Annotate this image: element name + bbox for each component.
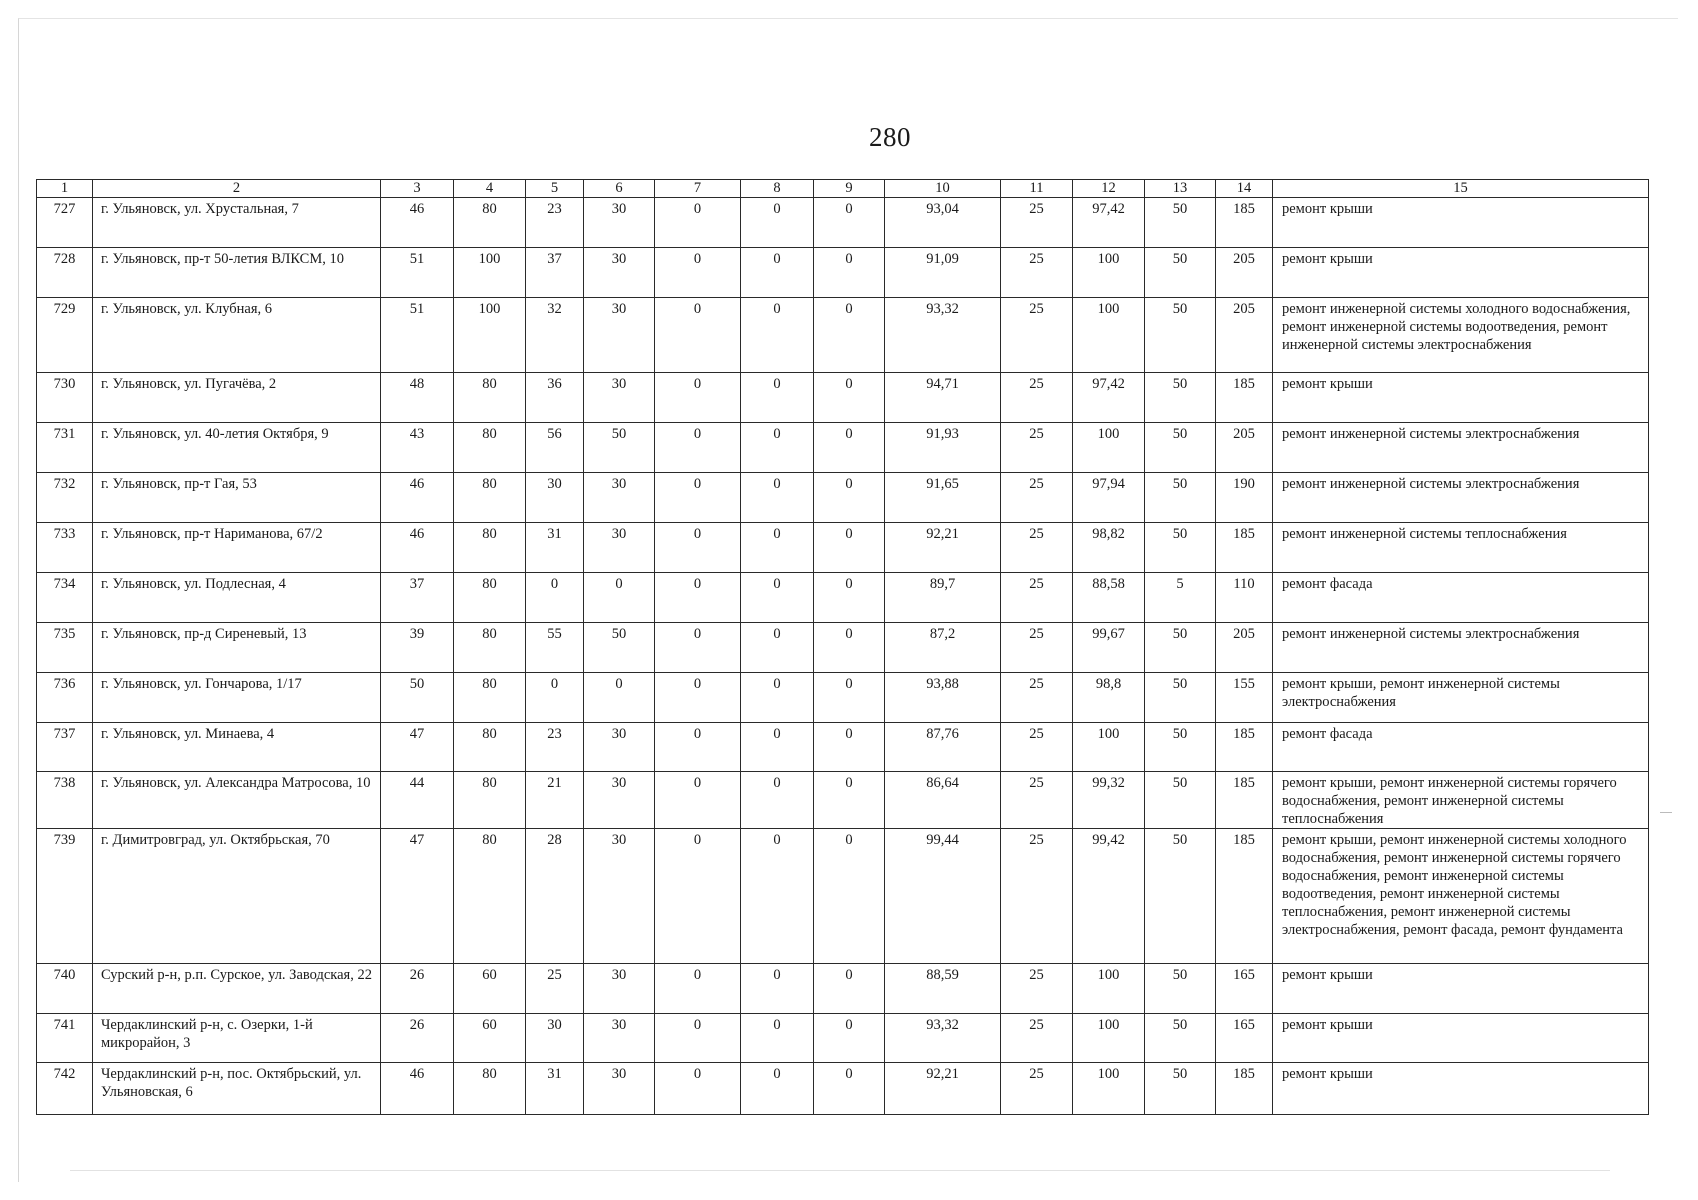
address-cell: г. Ульяновск, ул. Пугачёва, 2 (93, 373, 381, 423)
table-row (37, 1014, 1649, 1063)
value-cell: 0 (814, 772, 885, 829)
value-cell: 0 (814, 423, 885, 473)
table-row (37, 523, 1649, 573)
column-header: 15 (1273, 180, 1649, 198)
value-cell: 0 (655, 623, 741, 673)
value-cell: 97,42 (1073, 373, 1145, 423)
value-cell: 25 (1001, 829, 1073, 964)
value-cell: 0 (655, 772, 741, 829)
value-cell: 97,42 (1073, 198, 1145, 248)
address-cell: г. Димитровград, ул. Октябрьская, 70 (93, 829, 381, 964)
value-cell: 0 (814, 248, 885, 298)
value-cell: 88,58 (1073, 573, 1145, 623)
value-cell: 0 (741, 423, 814, 473)
value-cell: 91,09 (885, 248, 1001, 298)
address-cell: г. Ульяновск, пр-т Гая, 53 (93, 473, 381, 523)
column-header: 13 (1145, 180, 1216, 198)
value-cell: 0 (814, 473, 885, 523)
value-cell: 100 (1073, 298, 1145, 373)
value-cell: 30 (584, 248, 655, 298)
value-cell: 50 (1145, 298, 1216, 373)
scan-artifact-line (70, 1170, 1610, 1171)
value-cell: 25 (1001, 772, 1073, 829)
value-cell: 0 (584, 673, 655, 723)
value-cell: 30 (584, 772, 655, 829)
value-cell: 51 (381, 298, 454, 373)
value-cell: 80 (454, 772, 526, 829)
value-cell: 0 (814, 673, 885, 723)
data-table-container (36, 179, 1648, 1115)
value-cell: 0 (655, 523, 741, 573)
value-cell: 25 (1001, 964, 1073, 1014)
value-cell: 99,42 (1073, 829, 1145, 964)
address-cell: г. Ульяновск, ул. Клубная, 6 (93, 298, 381, 373)
total-cell: 185 (1216, 1063, 1273, 1115)
value-cell: 30 (584, 523, 655, 573)
value-cell: 46 (381, 1063, 454, 1115)
address-cell: г. Ульяновск, ул. Хрустальная, 7 (93, 198, 381, 248)
value-cell: 0 (741, 373, 814, 423)
value-cell: 30 (584, 473, 655, 523)
value-cell: 0 (814, 829, 885, 964)
value-cell: 92,21 (885, 523, 1001, 573)
address-cell: г. Ульяновск, ул. 40-летия Октября, 9 (93, 423, 381, 473)
value-cell: 47 (381, 723, 454, 772)
value-cell: 31 (526, 523, 584, 573)
value-cell: 0 (814, 573, 885, 623)
column-header: 10 (885, 180, 1001, 198)
value-cell: 25 (1001, 523, 1073, 573)
page-number: 280 (869, 122, 911, 152)
column-header: 4 (454, 180, 526, 198)
work-description-cell: ремонт крыши (1273, 198, 1649, 248)
value-cell: 0 (584, 573, 655, 623)
row-number-cell: 735 (37, 623, 93, 673)
table-row (37, 298, 1649, 373)
work-description-cell: ремонт инженерной системы электроснабжения (1273, 473, 1649, 523)
value-cell: 0 (741, 964, 814, 1014)
table-row (37, 723, 1649, 772)
total-cell: 185 (1216, 198, 1273, 248)
column-header: 5 (526, 180, 584, 198)
value-cell: 25 (1001, 573, 1073, 623)
address-cell: г. Ульяновск, ул. Александра Матросова, 10 (93, 772, 381, 829)
value-cell: 94,71 (885, 373, 1001, 423)
work-description-cell: ремонт инженерной системы электроснабжения (1273, 623, 1649, 673)
table-row (37, 772, 1649, 829)
work-description-cell: ремонт крыши, ремонт инженерной системы горячего водоснабжения, ремонт инженерной системы теплоснабжения (1273, 772, 1649, 829)
value-cell: 0 (741, 248, 814, 298)
value-cell: 50 (1145, 723, 1216, 772)
value-cell: 0 (655, 423, 741, 473)
total-cell: 185 (1216, 523, 1273, 573)
table-row (37, 673, 1649, 723)
value-cell: 5 (1145, 573, 1216, 623)
table-row (37, 198, 1649, 248)
value-cell: 80 (454, 829, 526, 964)
value-cell: 50 (1145, 198, 1216, 248)
value-cell: 0 (655, 473, 741, 523)
address-cell: г. Ульяновск, ул. Подлесная, 4 (93, 573, 381, 623)
value-cell: 36 (526, 373, 584, 423)
work-description-cell: ремонт крыши (1273, 373, 1649, 423)
value-cell: 50 (1145, 623, 1216, 673)
work-description-cell: ремонт инженерной системы холодного водоснабжения, ремонт инженерной системы водоотведения, ремонт инженерной системы электроснабжения (1273, 298, 1649, 373)
value-cell: 0 (741, 1063, 814, 1115)
address-cell: г. Ульяновск, ул. Гончарова, 1/17 (93, 673, 381, 723)
work-description-cell: ремонт крыши (1273, 248, 1649, 298)
value-cell: 80 (454, 623, 526, 673)
value-cell: 0 (741, 573, 814, 623)
value-cell: 25 (1001, 198, 1073, 248)
value-cell: 0 (655, 723, 741, 772)
value-cell: 25 (1001, 373, 1073, 423)
value-cell: 39 (381, 623, 454, 673)
value-cell: 30 (584, 198, 655, 248)
value-cell: 50 (1145, 1063, 1216, 1115)
total-cell: 205 (1216, 298, 1273, 373)
total-cell: 190 (1216, 473, 1273, 523)
value-cell: 23 (526, 198, 584, 248)
address-cell: Сурский р-н, р.п. Сурское, ул. Заводская, 22 (93, 964, 381, 1014)
value-cell: 87,2 (885, 623, 1001, 673)
value-cell: 100 (454, 248, 526, 298)
value-cell: 80 (454, 723, 526, 772)
value-cell: 0 (741, 198, 814, 248)
value-cell: 0 (655, 248, 741, 298)
row-number-cell: 732 (37, 473, 93, 523)
value-cell: 0 (526, 673, 584, 723)
value-cell: 80 (454, 423, 526, 473)
total-cell: 205 (1216, 423, 1273, 473)
value-cell: 0 (814, 298, 885, 373)
value-cell: 30 (584, 1063, 655, 1115)
value-cell: 30 (584, 1014, 655, 1063)
value-cell: 93,88 (885, 673, 1001, 723)
total-cell: 185 (1216, 829, 1273, 964)
total-cell: 165 (1216, 1014, 1273, 1063)
value-cell: 98,82 (1073, 523, 1145, 573)
value-cell: 86,64 (885, 772, 1001, 829)
column-header: 8 (741, 180, 814, 198)
column-header: 6 (584, 180, 655, 198)
value-cell: 26 (381, 1014, 454, 1063)
value-cell: 50 (1145, 1014, 1216, 1063)
value-cell: 100 (1073, 1063, 1145, 1115)
row-number-cell: 736 (37, 673, 93, 723)
column-header: 11 (1001, 180, 1073, 198)
column-header: 9 (814, 180, 885, 198)
value-cell: 0 (655, 1014, 741, 1063)
value-cell: 25 (1001, 473, 1073, 523)
value-cell: 30 (584, 829, 655, 964)
value-cell: 0 (655, 964, 741, 1014)
total-cell: 205 (1216, 248, 1273, 298)
value-cell: 100 (1073, 1014, 1145, 1063)
table-body (37, 198, 1649, 1115)
value-cell: 50 (1145, 673, 1216, 723)
total-cell: 205 (1216, 623, 1273, 673)
value-cell: 37 (381, 573, 454, 623)
scan-artifact-mark (1660, 812, 1672, 813)
address-cell: г. Ульяновск, пр-д Сиреневый, 13 (93, 623, 381, 673)
value-cell: 50 (1145, 473, 1216, 523)
work-description-cell: ремонт крыши, ремонт инженерной системы электроснабжения (1273, 673, 1649, 723)
value-cell: 30 (584, 298, 655, 373)
value-cell: 25 (1001, 673, 1073, 723)
value-cell: 60 (454, 964, 526, 1014)
value-cell: 99,44 (885, 829, 1001, 964)
value-cell: 50 (1145, 964, 1216, 1014)
value-cell: 0 (655, 373, 741, 423)
value-cell: 88,59 (885, 964, 1001, 1014)
row-number-cell: 738 (37, 772, 93, 829)
value-cell: 93,32 (885, 1014, 1001, 1063)
value-cell: 80 (454, 1063, 526, 1115)
column-header: 1 (37, 180, 93, 198)
value-cell: 100 (1073, 423, 1145, 473)
value-cell: 0 (741, 1014, 814, 1063)
total-cell: 110 (1216, 573, 1273, 623)
value-cell: 56 (526, 423, 584, 473)
value-cell: 100 (454, 298, 526, 373)
value-cell: 0 (741, 298, 814, 373)
value-cell: 0 (814, 198, 885, 248)
value-cell: 46 (381, 198, 454, 248)
table-row (37, 964, 1649, 1014)
work-description-cell: ремонт инженерной системы электроснабжения (1273, 423, 1649, 473)
value-cell: 21 (526, 772, 584, 829)
value-cell: 47 (381, 829, 454, 964)
total-cell: 185 (1216, 772, 1273, 829)
value-cell: 50 (1145, 772, 1216, 829)
value-cell: 80 (454, 573, 526, 623)
value-cell: 32 (526, 298, 584, 373)
row-number-cell: 730 (37, 373, 93, 423)
value-cell: 0 (655, 829, 741, 964)
value-cell: 50 (1145, 373, 1216, 423)
column-header: 14 (1216, 180, 1273, 198)
total-cell: 165 (1216, 964, 1273, 1014)
value-cell: 93,32 (885, 298, 1001, 373)
value-cell: 50 (584, 623, 655, 673)
value-cell: 50 (1145, 829, 1216, 964)
value-cell: 80 (454, 373, 526, 423)
value-cell: 46 (381, 473, 454, 523)
value-cell: 0 (741, 473, 814, 523)
data-table (36, 179, 1649, 1115)
value-cell: 100 (1073, 964, 1145, 1014)
work-description-cell: ремонт крыши (1273, 1014, 1649, 1063)
value-cell: 80 (454, 523, 526, 573)
value-cell: 0 (814, 723, 885, 772)
value-cell: 0 (741, 772, 814, 829)
value-cell: 0 (741, 829, 814, 964)
value-cell: 0 (814, 1014, 885, 1063)
value-cell: 43 (381, 423, 454, 473)
row-number-cell: 734 (37, 573, 93, 623)
table-row (37, 829, 1649, 964)
value-cell: 91,65 (885, 473, 1001, 523)
row-number-cell: 742 (37, 1063, 93, 1115)
value-cell: 100 (1073, 723, 1145, 772)
value-cell: 50 (381, 673, 454, 723)
row-number-cell: 733 (37, 523, 93, 573)
address-cell: Чердаклинский р-н, пос. Октябрьский, ул. Ульяновская, 6 (93, 1063, 381, 1115)
value-cell: 25 (1001, 423, 1073, 473)
value-cell: 0 (741, 523, 814, 573)
row-number-cell: 737 (37, 723, 93, 772)
table-row (37, 373, 1649, 423)
value-cell: 0 (814, 964, 885, 1014)
work-description-cell: ремонт крыши (1273, 1063, 1649, 1115)
work-description-cell: ремонт инженерной системы теплоснабжения (1273, 523, 1649, 573)
address-cell: г. Ульяновск, пр-т Нариманова, 67/2 (93, 523, 381, 573)
work-description-cell: ремонт крыши (1273, 964, 1649, 1014)
value-cell: 80 (454, 473, 526, 523)
table-row (37, 623, 1649, 673)
table-row (37, 573, 1649, 623)
value-cell: 25 (1001, 1063, 1073, 1115)
value-cell: 0 (655, 673, 741, 723)
value-cell: 0 (814, 623, 885, 673)
row-number-cell: 727 (37, 198, 93, 248)
work-description-cell: ремонт крыши, ремонт инженерной системы холодного водоснабжения, ремонт инженерной системы горячего водоснабжения, ремонт инженерной системы водоотведения, ремонт инженерной системы теплоснабжения, ремонт инженерной системы электроснабжения, ремонт фасада, ремонт фундамента (1273, 829, 1649, 964)
value-cell: 55 (526, 623, 584, 673)
row-number-cell: 728 (37, 248, 93, 298)
value-cell: 0 (655, 298, 741, 373)
row-number-cell: 729 (37, 298, 93, 373)
value-cell: 99,32 (1073, 772, 1145, 829)
table-row (37, 1063, 1649, 1115)
total-cell: 155 (1216, 673, 1273, 723)
column-header: 12 (1073, 180, 1145, 198)
value-cell: 25 (526, 964, 584, 1014)
column-header: 7 (655, 180, 741, 198)
value-cell: 0 (655, 573, 741, 623)
value-cell: 50 (584, 423, 655, 473)
address-cell: г. Ульяновск, пр-т 50-летия ВЛКСМ, 10 (93, 248, 381, 298)
value-cell: 93,04 (885, 198, 1001, 248)
value-cell: 37 (526, 248, 584, 298)
value-cell: 51 (381, 248, 454, 298)
value-cell: 92,21 (885, 1063, 1001, 1115)
value-cell: 44 (381, 772, 454, 829)
column-header: 3 (381, 180, 454, 198)
table-row (37, 248, 1649, 298)
value-cell: 30 (526, 473, 584, 523)
value-cell: 30 (584, 723, 655, 772)
value-cell: 0 (526, 573, 584, 623)
value-cell: 23 (526, 723, 584, 772)
row-number-cell: 740 (37, 964, 93, 1014)
value-cell: 31 (526, 1063, 584, 1115)
value-cell: 0 (741, 723, 814, 772)
value-cell: 28 (526, 829, 584, 964)
value-cell: 80 (454, 198, 526, 248)
value-cell: 50 (1145, 248, 1216, 298)
value-cell: 46 (381, 523, 454, 573)
table-row (37, 423, 1649, 473)
value-cell: 0 (741, 623, 814, 673)
row-number-cell: 739 (37, 829, 93, 964)
column-header: 2 (93, 180, 381, 198)
value-cell: 99,67 (1073, 623, 1145, 673)
value-cell: 50 (1145, 523, 1216, 573)
value-cell: 80 (454, 673, 526, 723)
total-cell: 185 (1216, 723, 1273, 772)
value-cell: 97,94 (1073, 473, 1145, 523)
value-cell: 0 (655, 198, 741, 248)
address-cell: г. Ульяновск, ул. Минаева, 4 (93, 723, 381, 772)
row-number-cell: 741 (37, 1014, 93, 1063)
value-cell: 30 (584, 373, 655, 423)
address-cell: Чердаклинский р-н, с. Озерки, 1-й микрорайон, 3 (93, 1014, 381, 1063)
value-cell: 91,93 (885, 423, 1001, 473)
value-cell: 0 (655, 1063, 741, 1115)
value-cell: 60 (454, 1014, 526, 1063)
value-cell: 0 (814, 373, 885, 423)
row-number-cell: 731 (37, 423, 93, 473)
value-cell: 98,8 (1073, 673, 1145, 723)
work-description-cell: ремонт фасада (1273, 723, 1649, 772)
value-cell: 87,76 (885, 723, 1001, 772)
value-cell: 0 (741, 673, 814, 723)
total-cell: 185 (1216, 373, 1273, 423)
value-cell: 89,7 (885, 573, 1001, 623)
value-cell: 26 (381, 964, 454, 1014)
value-cell: 30 (584, 964, 655, 1014)
value-cell: 48 (381, 373, 454, 423)
value-cell: 25 (1001, 623, 1073, 673)
value-cell: 50 (1145, 423, 1216, 473)
value-cell: 30 (526, 1014, 584, 1063)
value-cell: 0 (814, 523, 885, 573)
value-cell: 25 (1001, 298, 1073, 373)
work-description-cell: ремонт фасада (1273, 573, 1649, 623)
value-cell: 0 (814, 1063, 885, 1115)
value-cell: 100 (1073, 248, 1145, 298)
value-cell: 25 (1001, 723, 1073, 772)
value-cell: 25 (1001, 1014, 1073, 1063)
table-row (37, 473, 1649, 523)
value-cell: 25 (1001, 248, 1073, 298)
column-number-row (37, 180, 1649, 198)
